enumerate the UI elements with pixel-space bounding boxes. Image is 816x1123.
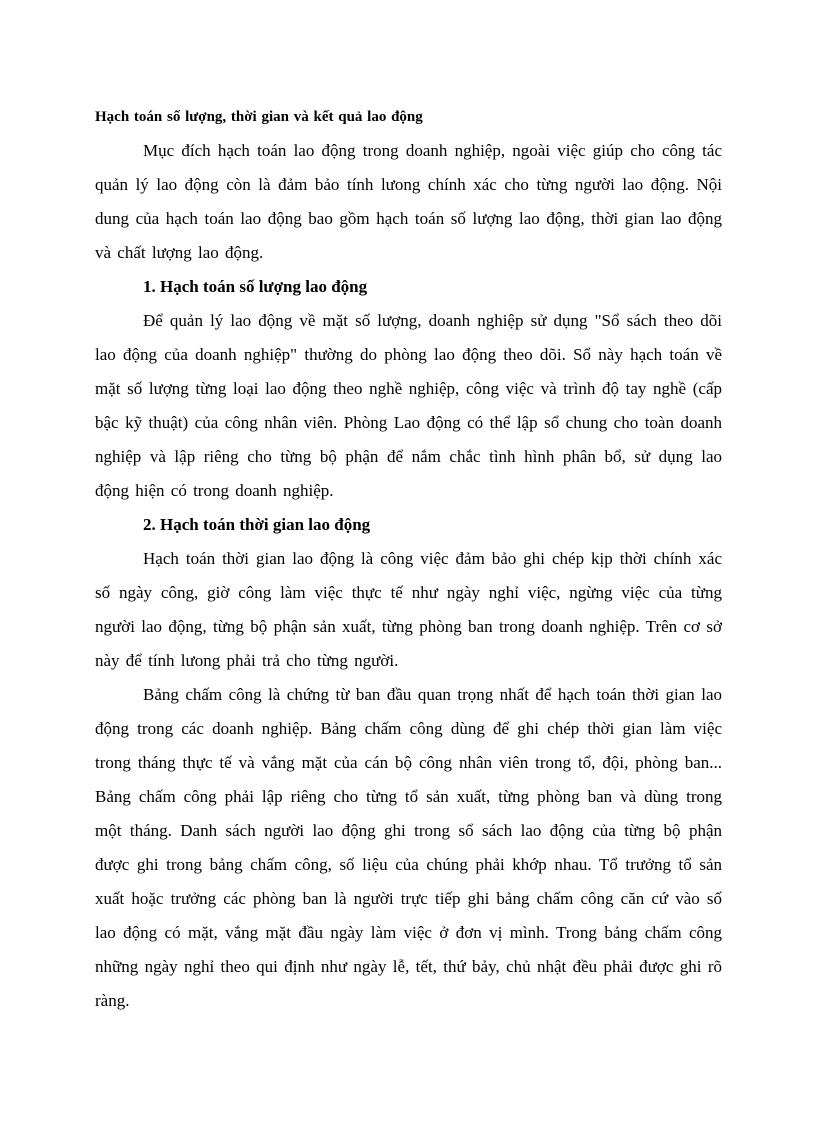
section-heading-2: 2. Hạch toán thời gian lao động bbox=[143, 515, 371, 534]
section2-paragraph-2: Bảng chấm công là chứng từ ban đầu quan trọng nhất để hạch toán thời gian lao động trong các doanh nghiệp. Bảng chấm công dùng để ghi chép thời gian làm việc trong tháng thực tế và vắng mặt của cán bộ công nhân viên trong tổ, đội, phòng ban... Bảng chấm công phải lập riêng cho từng tổ sản xuất, từng phòng ban và dùng trong một tháng. Danh sách người lao động ghi trong sổ sách lao động của từng bộ phận được ghi trong bảng chấm công, số liệu của chúng phải khớp nhau. Tổ trưởng tổ sản xuất hoặc trưởng các phòng ban là người trực tiếp ghi bảng chấm công căn cứ vào số lao động có mặt, vắng mặt đầu ngày làm việc ở đơn vị mình. Trong bảng chấm công những ngày nghỉ theo qui định như ngày lễ, tết, thứ bảy, chủ nhật đều phải được ghi rõ ràng. bbox=[95, 685, 722, 1010]
section1-paragraph: Để quản lý lao động về mặt số lượng, doanh nghiệp sử dụng "Sổ sách theo dõi lao động của doanh nghiệp" thường do phòng lao động theo dõi. Sổ này hạch toán về mặt số lượng từng loại lao động theo nghề nghiệp, công việc và trình độ tay nghề (cấp bậc kỹ thuật) của công nhân viên. Phòng Lao động có thể lập sổ chung cho toàn doanh nghiệp và lập riêng cho từng bộ phận để nắm chắc tình hình phân bổ, sử dụng lao động hiện có trong doanh nghiệp. bbox=[95, 311, 722, 500]
section-heading-1: 1. Hạch toán số lượng lao động bbox=[143, 277, 368, 296]
intro-paragraph: Mục đích hạch toán lao động trong doanh nghiệp, ngoài việc giúp cho công tác quản lý lao động còn là đảm bảo tính lưong chính xác cho từng người lao động. Nội dung của hạch toán lao động bao gồm hạch toán số lượng lao động, thời gian lao động và chất lượng lao động. bbox=[95, 141, 722, 262]
section2-paragraph-1: Hạch toán thời gian lao động là công việc đảm bảo ghi chép kịp thời chính xác số ngày công, giờ công làm việc thực tế như ngày nghỉ việc, ngừng việc của từng người lao động, từng bộ phận sản xuất, từng phòng ban trong doanh nghiệp. Trên cơ sở này để tính lưong phải trả cho từng người. bbox=[95, 549, 722, 670]
document-title: Hạch toán số lượng, thời gian và kết quả lao động bbox=[95, 109, 423, 125]
